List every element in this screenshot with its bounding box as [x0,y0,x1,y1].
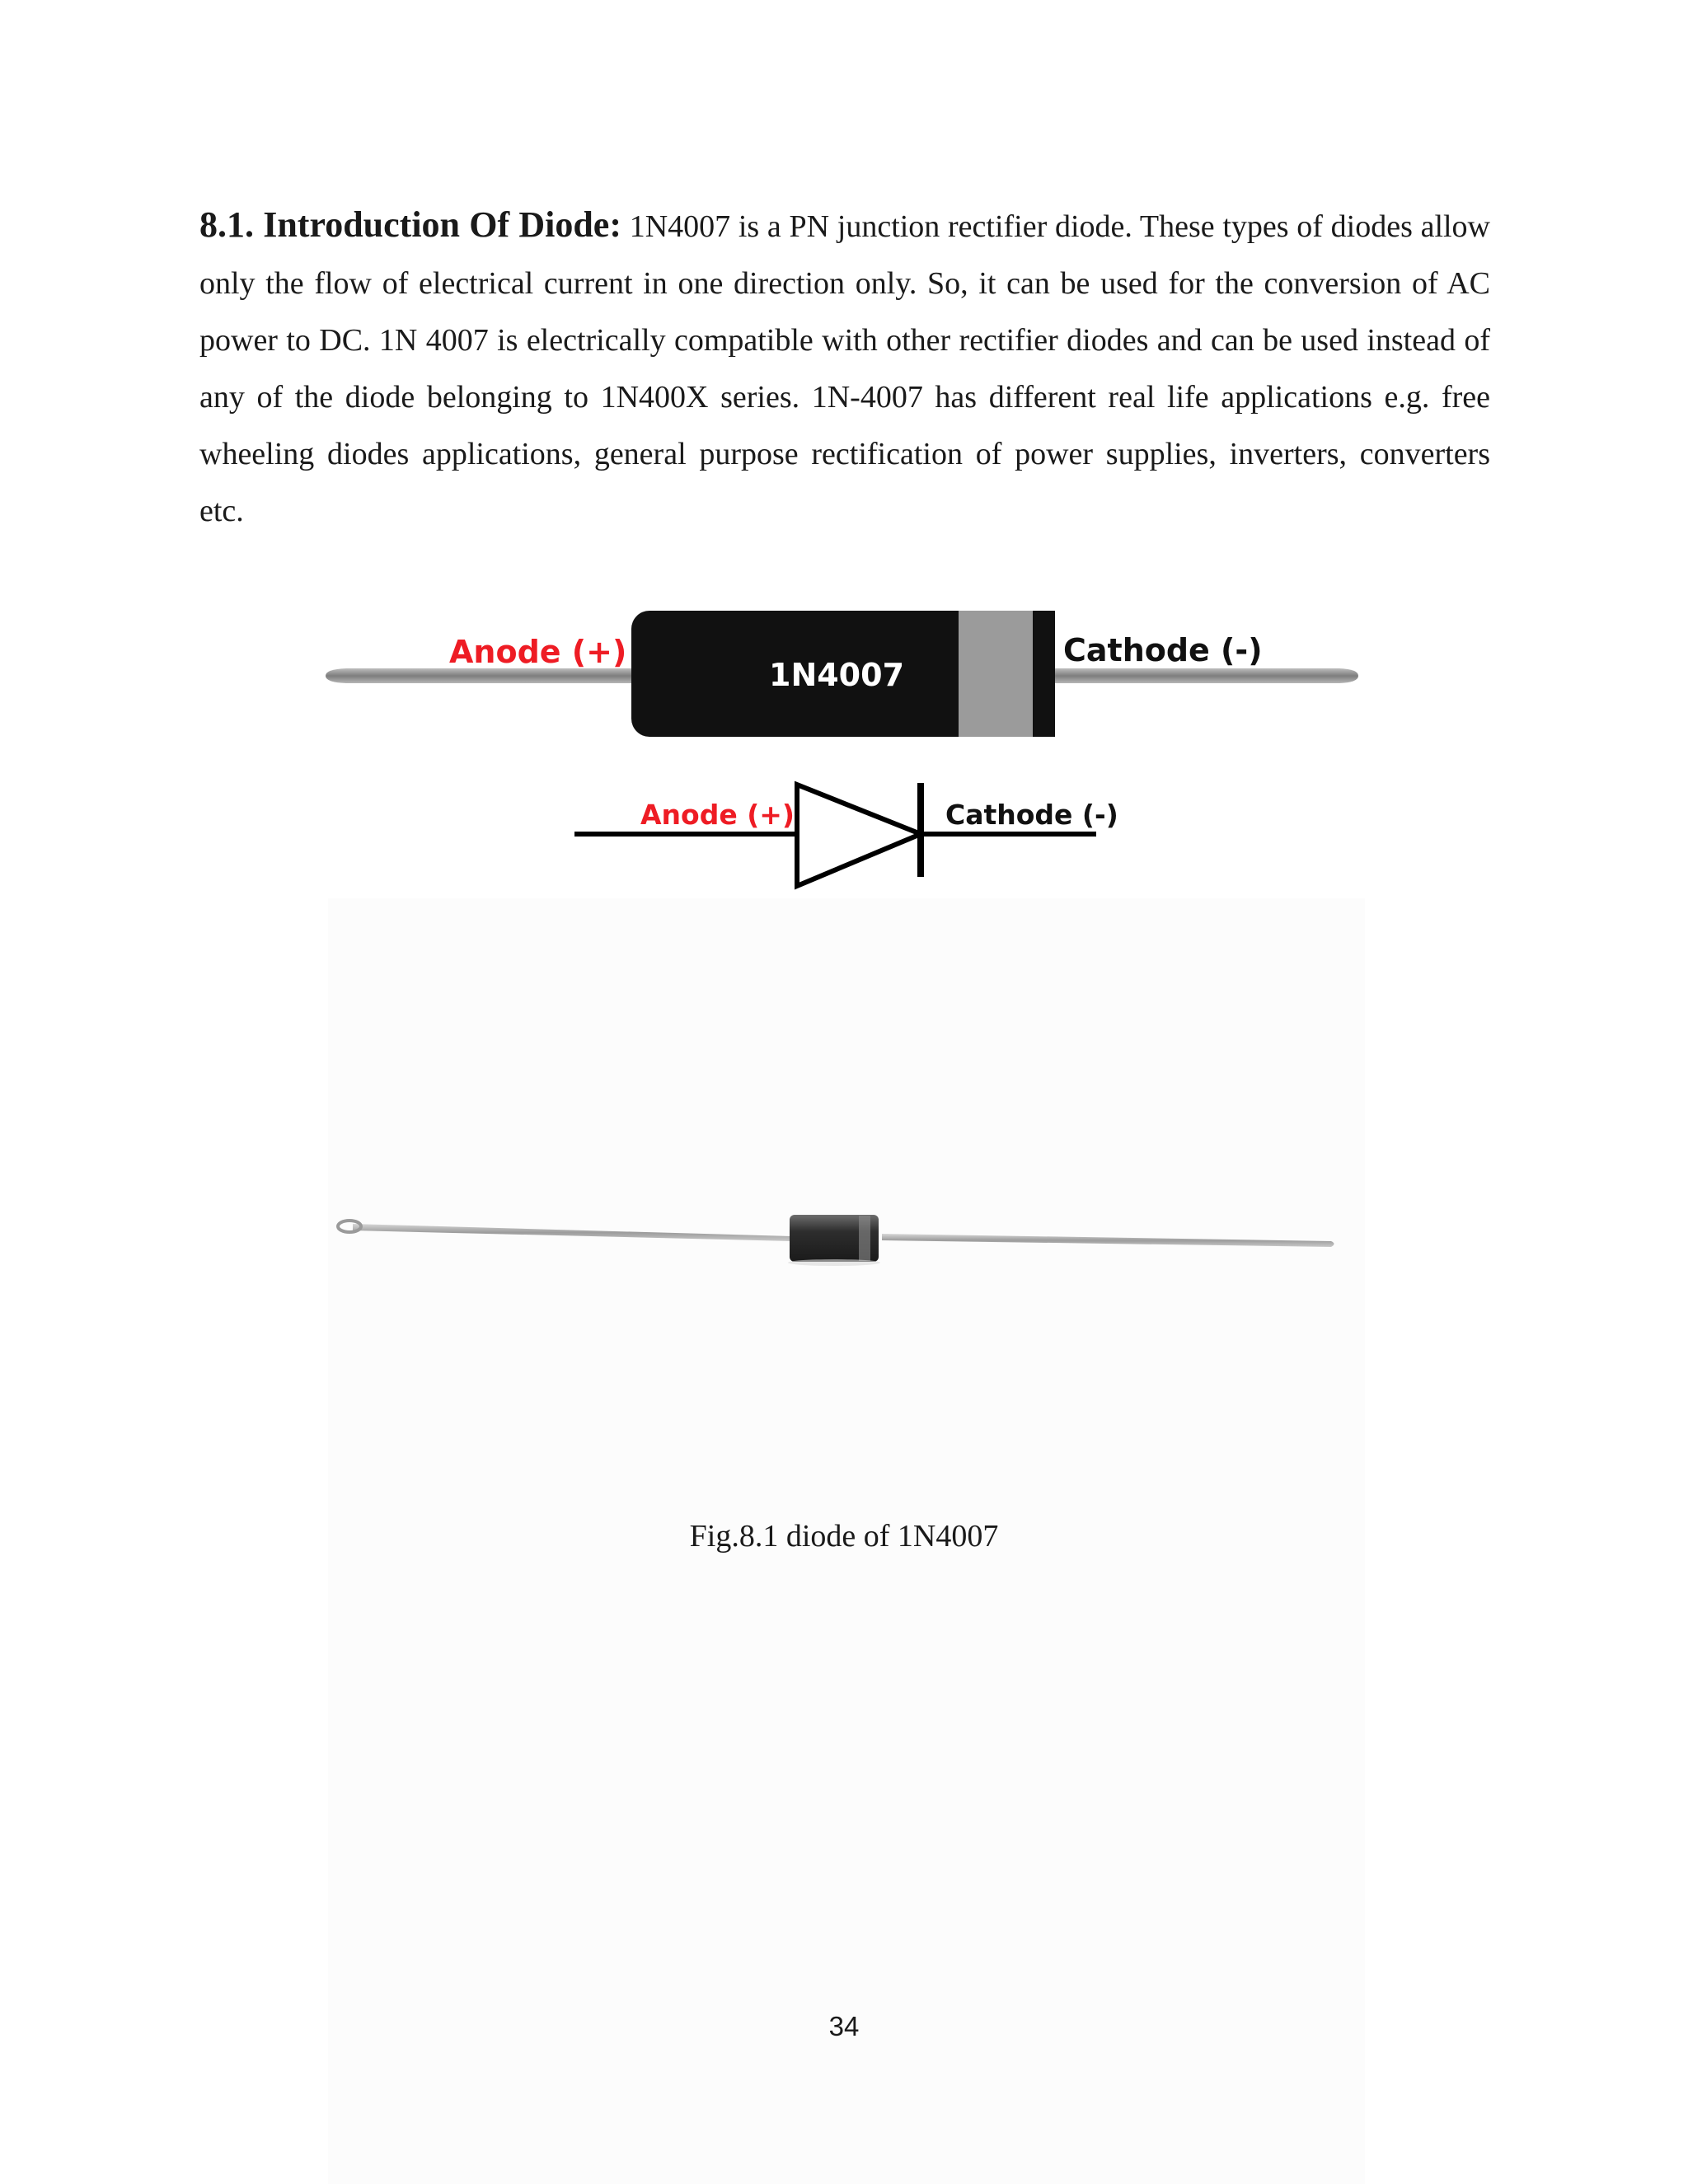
package-part-number: 1N4007 [769,657,905,693]
symbol-anode-label: Anode (+) [640,799,795,831]
diode-schematic-symbol [574,783,1118,886]
package-cathode-label: Cathode (-) [1063,632,1263,668]
figure-caption: Fig.8.1 diode of 1N4007 [689,1519,999,1554]
symbol-triangle [797,785,921,886]
photo-cathode-band [859,1216,870,1261]
page-number: 34 [828,2011,860,2041]
symbol-cathode-label: Cathode (-) [945,799,1118,831]
cathode-lead [1047,668,1358,683]
package-anode-label: Anode (+) [449,634,627,670]
anode-lead [326,668,639,683]
diode-package-illustration [326,611,1358,737]
cathode-band [959,611,1033,737]
section-body: 1N4007 is a PN junction rectifier diode. These types of diodes allow only the flow of electrical current in one direction only. So, it can be used for the conversion of AC power to DC. 1N 4007 is electrically compatible with other rectifier diodes and can be used instead of any of the diode belonging to 1N400X series. 1N-4007 has different real life applications e.g. free wheeling diodes applications, general purpose rectification of power supplies, inverters, converters etc. [199,209,1491,528]
section-heading: 8.1. Introduction Of Diode: [199,204,621,245]
